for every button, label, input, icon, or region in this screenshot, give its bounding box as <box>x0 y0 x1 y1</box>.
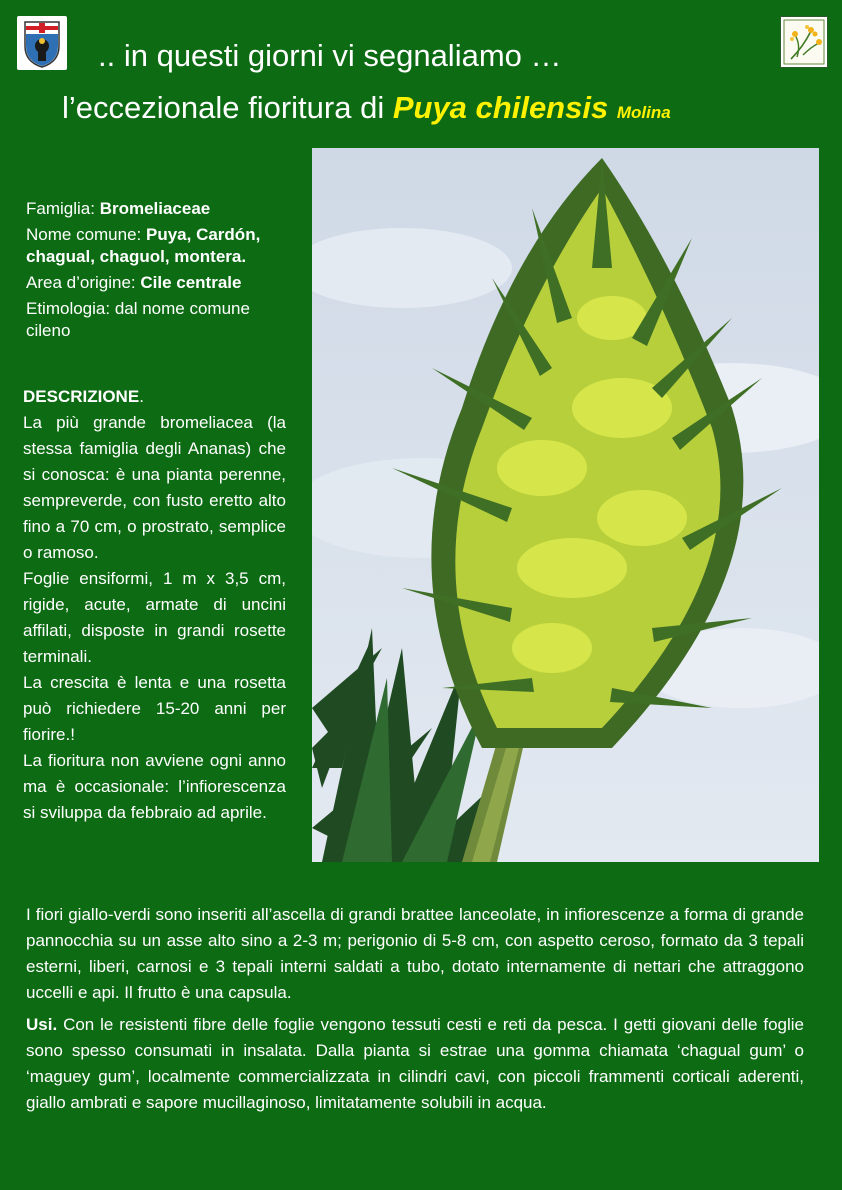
species-name: Puya chilensis <box>392 90 609 125</box>
info-label: Etimologia: dal nome comune cileno <box>26 299 250 340</box>
info-value: Puya, Cardón, chagual, chaguol, montera. <box>26 225 261 266</box>
info-label: Nome comune: <box>26 225 146 244</box>
page-subtitle <box>62 88 671 133</box>
description-paragraph: La fioritura non avviene ogni anno ma è occasionale: l’infiorescenza si sviluppa da febbraio ad aprile. <box>23 751 286 822</box>
info-common-name <box>26 224 296 268</box>
description-heading: DESCRIZIONE. <box>23 387 144 406</box>
description-paragraph: La crescita è lenta e una rosetta può richiedere 15-20 anni per fiorire.! <box>23 673 286 744</box>
flower-logo-icon <box>780 16 828 68</box>
uses-text: Con le resistenti fibre delle foglie vengono tessuti cesti e reti da pesca. I getti giovani delle foglie sono spesso consumati in insalata. Dalla pianta si estrae una gomma chiamata ‘chagual gum’ o ‘maguey gum’, localmente commercializzata in cilindri cavi, con piccoli frammenti corticali aderenti, giallo ambrati e sapore mucillaginoso, limitatamente solubili in acqua. <box>26 1015 804 1112</box>
info-label: Area d’origine: <box>26 273 141 292</box>
page-title: .. in questi giorni vi segnaliamo … <box>98 38 562 73</box>
plant-photo <box>312 148 819 862</box>
info-etymology <box>26 298 296 342</box>
info-label: Famiglia: <box>26 199 100 218</box>
description-paragraph: Foglie ensiformi, 1 m x 3,5 cm, rigide, acute, armate di uncini affilati, disposte in grandi rosette terminali. <box>23 569 286 666</box>
description-paragraph: La più grande bromeliacea (la stessa famiglia degli Ananas) che si conosca: è una pianta perenne, sempreverde, con fusto eretto alto fino a 70 cm, o prostrato, semplice o ramoso. <box>23 413 286 562</box>
species-author: Molina <box>616 103 671 122</box>
bottom-text <box>26 902 804 1122</box>
flowers-paragraph: I fiori giallo-verdi sono inseriti all’ascella di grandi brattee lanceolate, in infiorescenze a forma di grande pannocchia su un asse alto sino a 2-3 m; perigonio di 5-8 cm, con aspetto ceroso, formato da 3 tepali esterni, liberi, carnosi e 3 tepali interni saldati a tubo, dotato internamente di nettari che attraggono uccelli e api. Il frutto è una capsula. <box>26 905 804 1002</box>
uses-paragraph <box>26 1012 804 1116</box>
uses-label: Usi. <box>26 1015 58 1034</box>
university-crest-icon <box>17 16 67 70</box>
description-block <box>23 384 286 826</box>
subtitle-prefix: l’eccezionale fioritura di <box>62 90 393 125</box>
info-family <box>26 198 296 220</box>
info-value: Bromeliaceae <box>99 199 211 218</box>
info-origin <box>26 272 296 294</box>
description-heading-text: DESCRIZIONE <box>23 387 140 406</box>
info-value: Cile centrale <box>140 273 242 292</box>
info-block <box>26 198 296 346</box>
